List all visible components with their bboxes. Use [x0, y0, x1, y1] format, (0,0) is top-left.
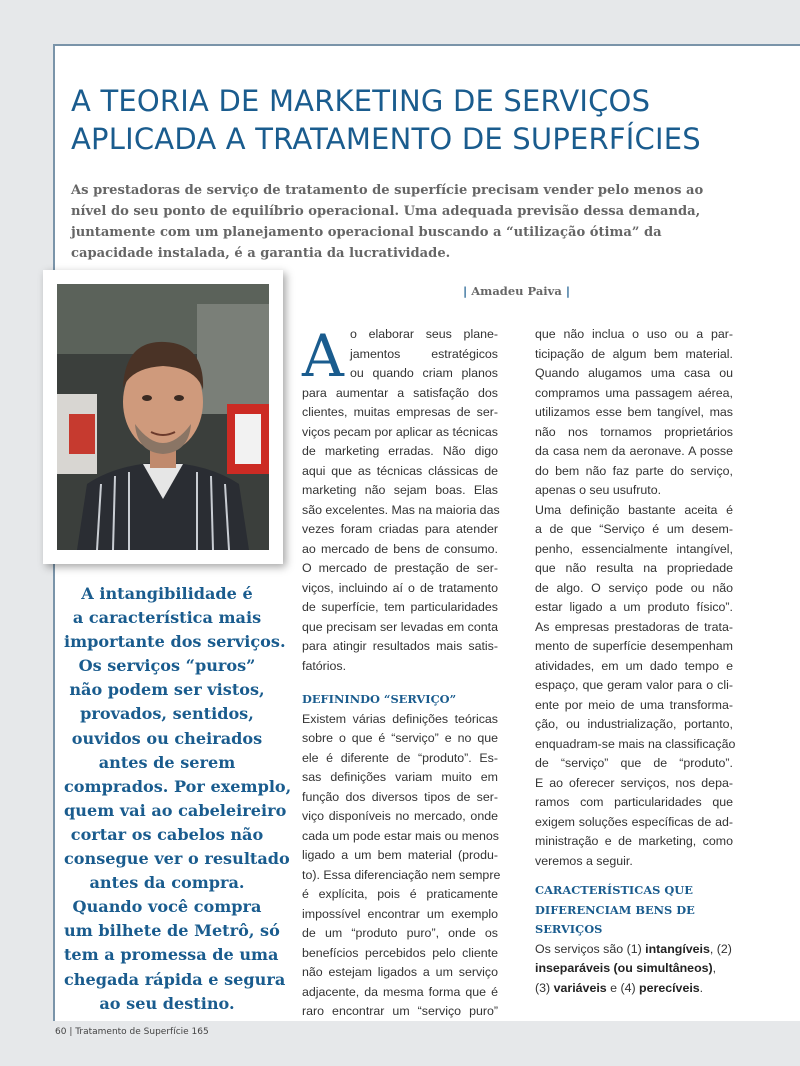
text-line: Existem várias definições teóricas — [302, 711, 498, 726]
title-line-2: APLICADA A TRATAMENTO DE SUPERFÍCIES — [71, 122, 701, 156]
text-line: que não resulta na propriedade — [535, 561, 733, 575]
text-line: função dos diversos tipos de ser- — [302, 789, 498, 804]
text-line: vezes foram criadas para atender — [302, 522, 498, 536]
col2-paragraph-2 — [535, 501, 736, 872]
column-1 — [302, 322, 501, 1022]
text-line: atividades, em um dado tempo e — [535, 658, 733, 673]
column-2 — [535, 325, 736, 998]
text-line: para aumentar a satisfação dos — [302, 385, 498, 400]
pull-quote-line: A intangibilidade é — [81, 584, 253, 603]
pull-quote-line: um bilhete de Metrô, só — [64, 921, 280, 941]
text-line: viço disponíveis no mercado, onde — [302, 809, 498, 823]
text-line: E ao oferecer serviços, nos depa- — [535, 775, 733, 790]
text-line: ente por meio de uma transforma- — [535, 697, 733, 712]
text-line: marketing não sejam boas. Elas — [302, 483, 498, 497]
author-name: Amadeu Paiva — [471, 284, 562, 298]
pull-quote-line: Quando você compra — [72, 897, 262, 917]
text-line: to). Essa diferenciação nem sempre — [302, 867, 501, 882]
text-line: ção, ou industrialização, portanto, — [535, 717, 733, 731]
pull-quote-line: ao seu destino. — [99, 993, 235, 1013]
text-line: As empresas prestadoras de trata- — [535, 619, 733, 634]
col1-paragraph-2 — [302, 710, 501, 1022]
text-line: estar ligado a um produto físico”. — [535, 600, 733, 614]
text-line: benefícios percebidos pelo cliente — [302, 945, 498, 960]
text-line: fatórios. — [302, 658, 347, 673]
pull-quote-line: importante dos serviços. — [64, 632, 286, 652]
pull-quote-line: chegada rápida e segura — [64, 969, 286, 989]
text-line: veremos a seguir. — [535, 853, 633, 868]
text-line: ramos com particularidades que — [535, 795, 733, 809]
lead-paragraph: As prestadoras de serviço de tratamento de superfície precisam vender pelo menos ao nível do seu ponto de equilíbrio operacional. Uma adequada previsão dessa demanda, juntamente com um planejamento operacional buscando a “utilização ótima” da capacidade instalada, é a garantia da lucratividade. — [71, 183, 704, 261]
text-line: Quando alugamos uma casa ou — [535, 366, 733, 380]
pull-quote-line: quem vai ao cabeleireiro — [64, 800, 287, 820]
pull-quote-line: consegue ver o resultado — [64, 849, 290, 869]
pull-quote-line: provados, sentidos, — [80, 704, 254, 724]
text-line: são excelentes. Mas na maioria das — [302, 502, 500, 517]
byline: | Amadeu Paiva | — [463, 284, 570, 298]
text-line: não estejam ligados a um serviço — [302, 965, 498, 979]
text-line: de “serviço” que de “produto”. — [535, 756, 733, 770]
text-line: O mercado de prestação de ser- — [302, 561, 498, 575]
text-line: de marketing erradas. Não digo — [302, 444, 498, 458]
text-line: jamentos estratégicos — [350, 346, 498, 361]
pull-quote-line: antes da compra. — [89, 873, 245, 893]
text-line: compramos uma passagem aérea, — [535, 385, 733, 400]
pull-quote-line: cortar os cabelos não — [70, 824, 264, 844]
text-line: a de que “Serviço é um desem- — [535, 522, 733, 536]
text-line: sobre o que é “serviço” e no que — [302, 731, 498, 745]
text-line: apenas o seu usufruto. — [535, 483, 662, 497]
author-portrait-icon — [57, 284, 269, 550]
text-line: que precisam ser levadas em conta — [302, 619, 498, 634]
text-line: do bem não faz parte do serviço, — [535, 463, 733, 478]
pull-quote-line: a característica mais — [72, 608, 262, 628]
text-line: ministração e de marketing, como — [535, 834, 733, 848]
text-line: que não inclua o uso ou a par- — [535, 327, 733, 341]
text-line: da casa nem da aeronave. A posse — [535, 444, 733, 458]
pull-quote-line: antes de serem — [98, 752, 236, 772]
text-line: Uma definição bastante aceita é — [535, 502, 733, 517]
pull-quote-line: não podem ser vistos, — [69, 680, 265, 700]
text-line: exigem soluções específicas de ad- — [535, 814, 733, 829]
text-line: sas definições variam muito em — [302, 770, 498, 784]
text-line: raro encontrar um “serviço puro” — [302, 1004, 498, 1018]
title-line-1: A TEORIA DE MARKETING DE SERVIÇOS — [71, 84, 651, 118]
text-line: ou quando criam planos — [350, 366, 498, 380]
subtitle-definindo-servico: DEFININDO “SERVIÇO” — [302, 692, 457, 706]
text-line: ligado a um bem material (produ- — [302, 848, 498, 862]
text-line: o elaborar seus plane- — [350, 327, 498, 341]
text-line: viços pecam por aplicar as técnicas — [302, 424, 498, 439]
pull-quote-line: Os serviços “puros” — [78, 656, 256, 676]
text-line: enquadram-se mais na classificação — [535, 736, 736, 751]
author-photo — [43, 270, 283, 564]
col2-paragraph-1 — [535, 325, 733, 501]
page-footer: 60 | Tratamento de Superfície 165 — [55, 1027, 209, 1037]
pull-quote-line: ouvidos ou cheirados — [71, 728, 263, 748]
text-line: mento de superfície desempenham — [535, 639, 733, 653]
text-line: é explícita, pois é praticamente — [302, 887, 498, 901]
col2-paragraph-3: Os serviços são (1) intangíveis, (2) inseparáveis (ou simultâneos), (3) variáveis e (4) perecíveis. — [535, 941, 732, 995]
text-line: viços, incluindo aí o de tratamento — [302, 580, 498, 595]
pull-quote-line: comprados. Por exemplo, — [64, 776, 292, 796]
pull-quote-line: tem a promessa de uma — [64, 945, 279, 965]
text-line: espaço, que geram valor para o cli- — [535, 678, 733, 692]
text-line: ao mercado de bens de consumo. — [302, 541, 498, 556]
text-line: de um “produto puro”, onde os — [302, 926, 498, 940]
text-line: penho, essencialmente intangível, — [535, 541, 733, 556]
text-line: clientes, muitas empresas de ser- — [302, 405, 498, 419]
text-line: não nos tornamos proprietários — [535, 424, 733, 439]
text-line: aqui que as técnicas clássicas de — [302, 463, 498, 478]
text-line: utilizamos esse bem tangível, mas — [535, 405, 733, 419]
text-line: cada um pode estar mais ou menos — [302, 828, 499, 843]
text-line: de algo. O serviço pode ou não — [535, 580, 733, 595]
text-line: para atingir resultados mais satis- — [302, 639, 498, 653]
text-line: de superfície, tem particularidades — [302, 600, 498, 614]
text-line: impossível encontrar um exemplo — [302, 906, 498, 921]
drop-cap: A — [302, 322, 344, 390]
subtitle-caracteristicas: CARACTERÍSTICAS QUE DIFERENCIAM BENS DE SERVIÇOS — [535, 883, 695, 936]
pull-quote — [64, 582, 292, 1016]
text-line: ticipação de algum bem material. — [535, 346, 733, 361]
text-line: adjacente, da mesma forma que é — [302, 984, 498, 999]
text-line: ele é diferente de “produto”. Es- — [302, 750, 498, 765]
article-title — [71, 82, 771, 158]
